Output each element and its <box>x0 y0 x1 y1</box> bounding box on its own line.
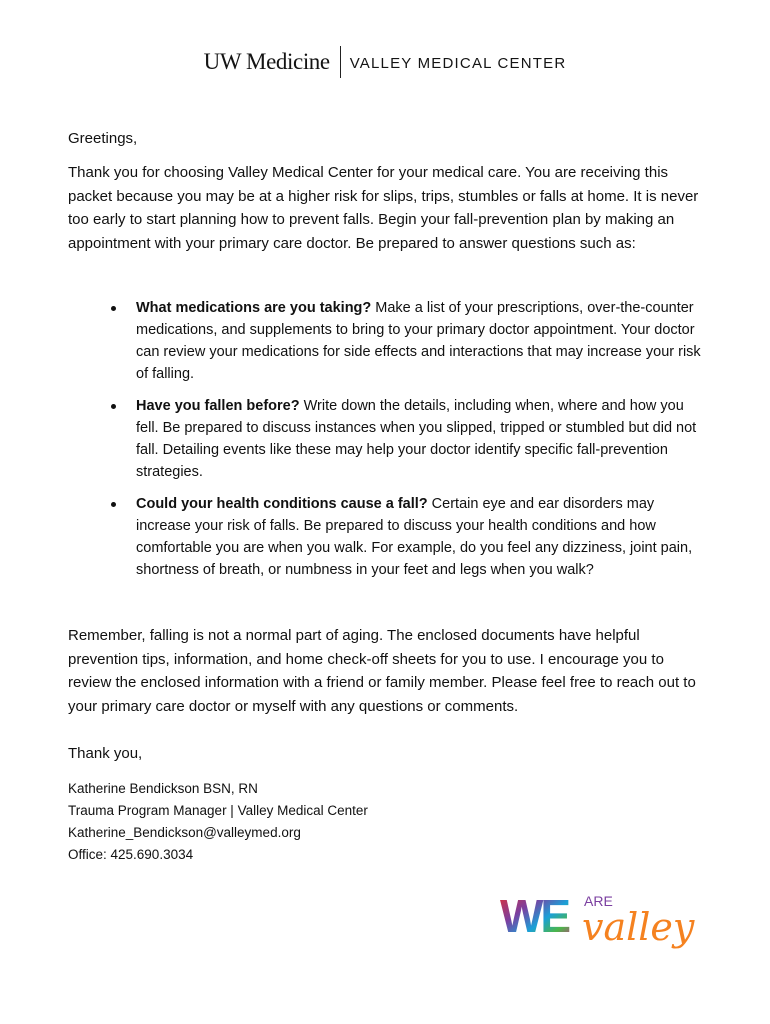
questions-list <box>68 297 708 591</box>
letterhead-divider <box>340 46 341 78</box>
institution-name: VALLEY MEDICAL CENTER <box>349 55 567 72</box>
closing-paragraph: Remember, falling is not a normal part of aging. The enclosed documents have helpful prevention tips, information, and home check-off sheets for you to use. I encourage you to review the enclosed information with a friend or family member. Please feel free to reach out to your primary care doctor or myself with any questions or comments. <box>68 627 696 715</box>
signature-block <box>68 778 368 866</box>
list-item <box>68 395 708 483</box>
question-text: Certain eye and ear disorders may increase your risk of falls. Be prepared to discuss your health conditions and how comfortable you are when you walk. For example, do you feel any dizziness, joint pain, shortness of breath, or numbness in your feet and legs when you walk? <box>136 496 693 578</box>
list-item <box>68 297 708 385</box>
sign-off: Thank you, <box>68 745 143 762</box>
signer-phone: Office: 425.690.3034 <box>68 847 194 862</box>
letterhead <box>0 44 770 80</box>
question-heading: Could your health conditions cause a fall? <box>136 496 428 512</box>
bullet-icon <box>111 404 116 409</box>
question-heading: What medications are you taking? <box>136 300 372 316</box>
bullet-icon <box>111 502 116 507</box>
list-item <box>68 493 708 581</box>
logo-are-text: ARE <box>584 893 613 909</box>
intro-paragraph: Thank you for choosing Valley Medical Center for your medical care. You are receiving this packet because you may be at a higher risk for slips, trips, stumbles or falls at home. It is never too early to start planning how to prevent falls. Begin your fall-prevention plan by making an appointment with your primary care doctor. Be prepared to answer questions such as: <box>68 164 699 252</box>
question-heading: Have you fallen before? <box>136 398 300 414</box>
bullet-icon <box>111 306 116 311</box>
question-text: Make a list of your prescriptions, over-the-counter medications, and supplements to bring to your primary doctor appointment. Your doctor can review your medications for side effects and interactions that may increase your risk of falling. <box>136 300 701 382</box>
signer-email[interactable]: Katherine_Bendickson@valleymed.org <box>68 825 301 840</box>
signer-name: Katherine Bendickson BSN, RN <box>68 781 258 796</box>
uw-medicine-logo: UW Medicine <box>203 49 330 74</box>
we-are-valley-logo <box>498 884 708 964</box>
signer-title: Trauma Program Manager | Valley Medical Center <box>68 803 368 818</box>
logo-we-text: WE <box>500 890 569 942</box>
question-text: Write down the details, including when, where and how you fell. Be prepared to discuss instances when you slipped, tripped or stumbled but did not fall. Detailing events like these may help your doctor identify specific fall-prevention strategies. <box>136 398 697 480</box>
greeting: Greetings, <box>68 130 138 147</box>
logo-valley-text: valley <box>582 905 695 949</box>
